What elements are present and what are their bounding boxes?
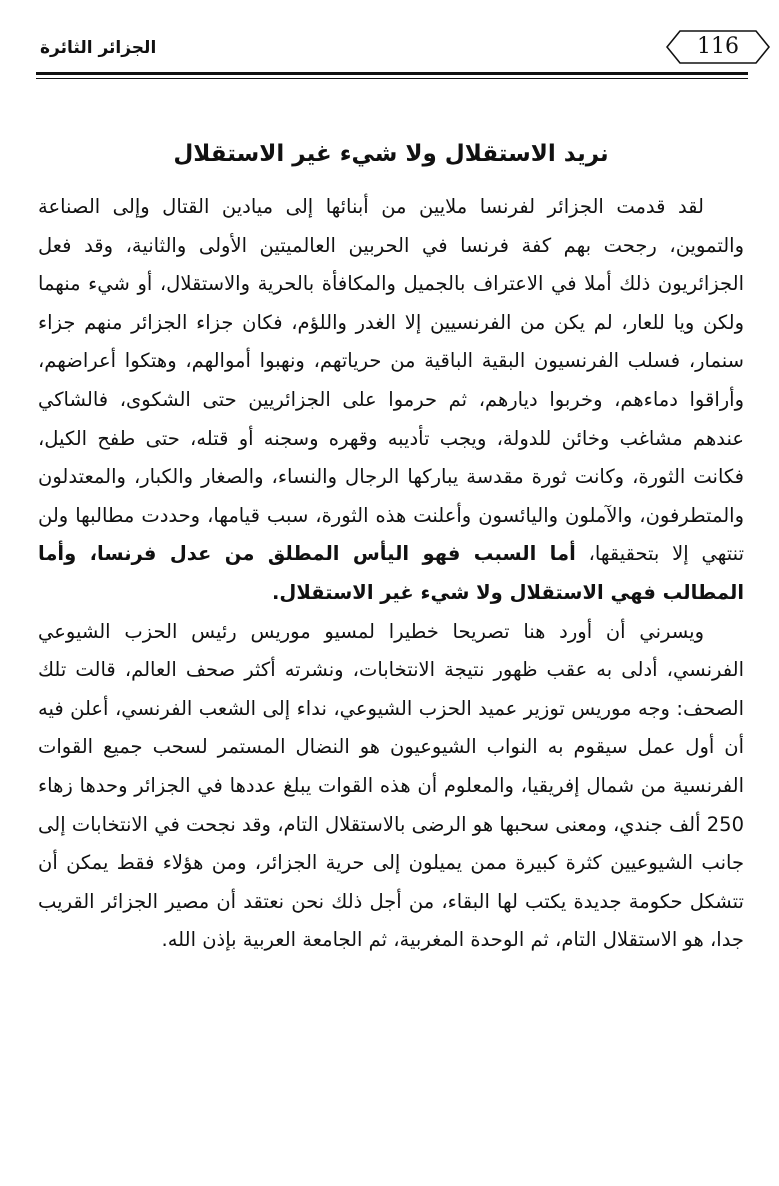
section-title: نريد الاستقلال ولا شيء غير الاستقلال xyxy=(173,141,609,167)
paragraph-1-emphasis: أما السبب فهو اليأس المطلق من عدل فرنسا، وأما المطالب فهي الاستقلال ولا شيء غير الاستقلال. xyxy=(38,542,744,604)
paragraph-2: ويسرني أن أورد هنا تصريحا خطيرا لمسيو موريس رئيس الحزب الشيوعي الفرنسي، أدلى به عقب ظهور نتيجة الانتخابات، ونشرته أكثر صحف العالم، قالت تلك الصحف: وجه موريس توزير عميد الحزب الشيوعي، نداء إلى الشعب الفرنسي، أعلن فيه أن أول عمل سيقوم به النواب الشيوعيون هو النضال المستمر لسحب جميع القوات الفرنسية من شمال إفريقيا، والمعلوم أن هذه القوات يبلغ عددها في الجزائر وحدها زهاء 250 ألف جندي، ومعنى سحبها هو الرضى بالاستقلال التام، وقد نجحت في الانتخابات إلى جانب الشيوعيين كثرة كبيرة ممن يميلون إلى حرية الجزائر، ومن هؤلاء فقط يمكن أن تتشكل حكومة جديدة يكتب لها البقاء، من أجل ذلك نحن نعتقد أن مصير الجزائر القريب جدا، هو الاستقلال التام، ثم الوحدة المغربية، ثم الجامعة العربية بإذن الله. xyxy=(38,619,744,952)
page-number: 116 xyxy=(697,34,739,59)
header-rule-thin xyxy=(36,78,748,79)
paragraph-1 xyxy=(38,188,744,613)
page-body xyxy=(38,130,744,960)
paragraph-1-text: لقد قدمت الجزائر لفرنسا ملايين من أبنائها إلى ميادين القتال وإلى الصناعة والتموين، رجحت بهم كفة فرنسا في الحربين العالميتين الأولى والثانية، وقد فعل الجزائريون ذلك أملا في الاعتراف بالجميل والمكافأة بالحرية والاستقلال، أو شيء منهما ولكن ويا للعار، لم يكن من الفرنسيين إلا الغدر واللؤم، فكان جزاء الجزائر منهم جزاء سنمار، فسلب الفرنسيون البقية الباقية من حرياتهم، ونهبوا أموالهم، وهتكوا أعراضهم، وأراقوا دماءهم، وخربوا ديارهم، ثم حرموا على الجزائريين حتى الشكوى، فالشاكي عندهم مشاغب وخائن للدولة، ويجب تأديبه وقهره وسجنه أو قتله، حتى طفح الكيل، فكانت الثورة، وكانت ثورة مقدسة يباركها الرجال والنساء، والصغار والكبار، والمعتدلون والمتطرفون، والآملون واليائسون وأعلنت هذه الثورة، سبب قيامها، وحددت مطالبها ولن تنتهي إلا بتحقيقها، xyxy=(38,195,744,566)
page-number-badge xyxy=(666,30,770,64)
running-title: الجزائر الثائرة xyxy=(40,38,157,58)
page-header xyxy=(36,28,748,76)
header-rule-thick xyxy=(36,72,748,75)
